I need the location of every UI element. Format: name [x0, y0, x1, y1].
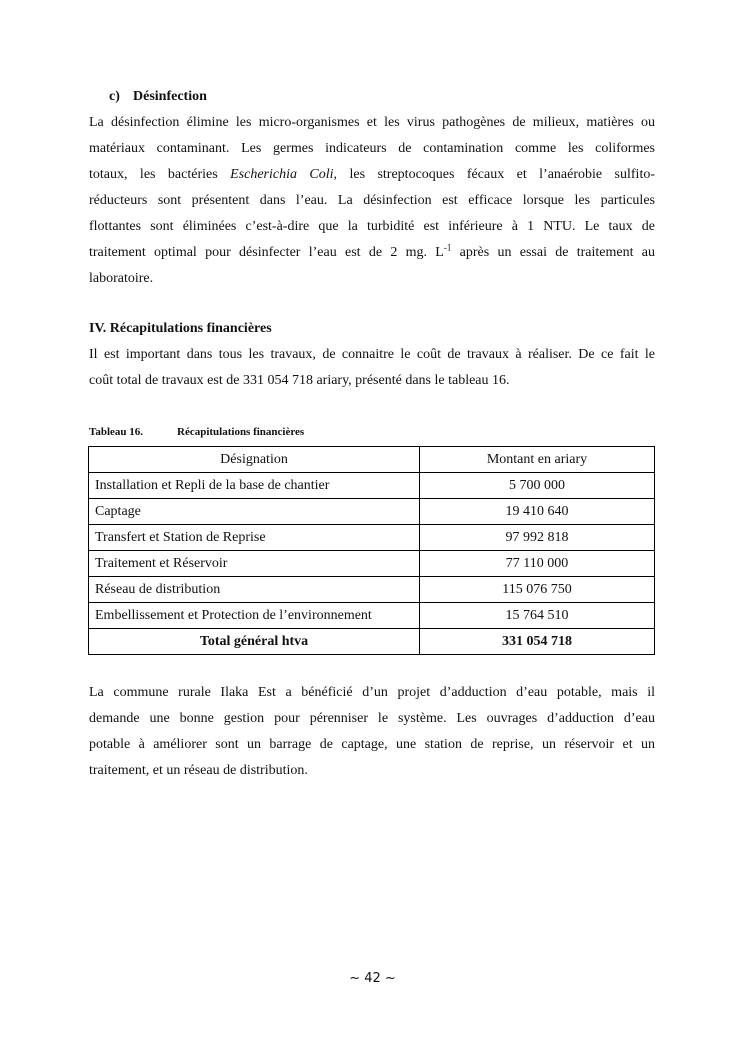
paragraph-line: matériaux contaminant. Les germes indicateurs de contamination comme les coliformes [89, 141, 655, 156]
paragraph-line: traitement, et un réseau de distribution. [89, 763, 308, 778]
paragraph-conclusion [89, 680, 655, 784]
financial-table [88, 446, 655, 655]
paragraph-line: laboratoire. [89, 271, 154, 286]
designation-cell: Captage [89, 499, 420, 525]
total-label-cell: Total général htva [89, 629, 420, 655]
total-amount-cell: 331 054 718 [420, 629, 655, 655]
table-row [89, 577, 655, 603]
header-amount: Montant en ariary [420, 447, 655, 473]
table-row [89, 499, 655, 525]
paragraph-line: La désinfection élimine les micro-organismes et les virus pathogènes de milieux, matières ou [89, 115, 655, 130]
section-c-heading [109, 88, 207, 106]
amount-cell: 19 410 640 [420, 499, 655, 525]
table-row [89, 473, 655, 499]
amount-cell: 97 992 818 [420, 525, 655, 551]
table-caption-number: Tableau 16. [89, 426, 144, 438]
designation-cell: Embellissement et Protection de l’environnement [89, 603, 420, 629]
table-caption-title: Récapitulations financières [177, 426, 305, 438]
table-row [89, 525, 655, 551]
table-header-row [89, 447, 655, 473]
table-row [89, 551, 655, 577]
paragraph-line [89, 162, 655, 188]
paragraph-financial-intro [89, 342, 655, 394]
species-name: Escherichia Coli [230, 167, 334, 182]
paragraph-line: demande une bonne gestion pour pérenniser le système. Les ouvrages d’adduction d’eau [89, 711, 655, 726]
superscript: -1 [443, 242, 452, 253]
paragraph-line: La commune rurale Ilaka Est a bénéficié d’un projet d’adduction d’eau potable, mais il [89, 685, 655, 700]
paragraph-disinfection [89, 110, 655, 292]
text-run: totaux, les bactéries [89, 167, 231, 182]
page-number: ~ 42 ~ [349, 971, 396, 986]
text-run: , les streptocoques fécaux et l’anaérobie sulfito- [333, 167, 656, 182]
text-run: après un essai de traitement au [451, 245, 656, 260]
section-c-title: Désinfection [133, 89, 207, 104]
amount-cell: 5 700 000 [420, 473, 655, 499]
designation-cell: Réseau de distribution [89, 577, 420, 603]
amount-cell: 77 110 000 [420, 551, 655, 577]
table-caption [89, 425, 304, 439]
header-designation: Désignation [89, 447, 420, 473]
paragraph-line: Il est important dans tous les travaux, de connaitre le coût de travaux à réaliser. De ce fait le [89, 347, 655, 362]
paragraph-line: potable à améliorer sont un barrage de captage, une station de reprise, un réservoir et un [89, 737, 655, 752]
designation-cell: Traitement et Réservoir [89, 551, 420, 577]
section-iv-heading: IV. Récapitulations financières [89, 321, 272, 336]
table-row [89, 603, 655, 629]
paragraph-line [89, 240, 655, 266]
table-total-row [89, 629, 655, 655]
paragraph-line: coût total de travaux est de 331 054 718 ariary, présenté dans le tableau 16. [89, 373, 510, 388]
designation-cell: Transfert et Station de Reprise [89, 525, 420, 551]
section-c-label: c) [109, 89, 120, 104]
amount-cell: 115 076 750 [420, 577, 655, 603]
paragraph-line: réducteurs sont présentent dans l’eau. La désinfection est efficace lorsque les particules [89, 193, 655, 208]
text-run: traitement optimal pour désinfecter l’eau est de 2 mg. L [89, 245, 444, 260]
designation-cell: Installation et Repli de la base de chantier [89, 473, 420, 499]
amount-cell: 15 764 510 [420, 603, 655, 629]
paragraph-line: flottantes sont éliminées c’est-à-dire que la turbidité est inférieure à 1 NTU. Le taux de [89, 219, 655, 234]
